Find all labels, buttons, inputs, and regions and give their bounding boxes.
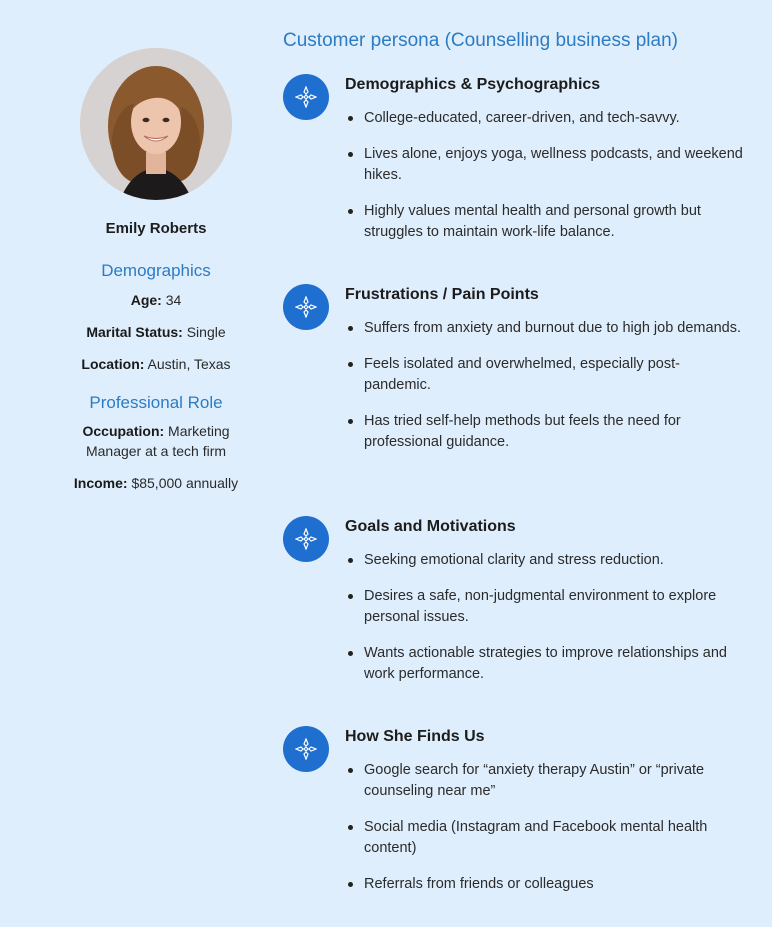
section-badge (283, 726, 329, 772)
section-heading: Frustrations / Pain Points (345, 286, 539, 303)
list-item: Wants actionable strategies to improve relationships and work performance. (345, 643, 745, 685)
income-label: Income: (73, 475, 128, 491)
occupation-line (40, 421, 272, 461)
list-item: Highly values mental health and personal growth but struggles to maintain work-life balance. (345, 201, 745, 243)
section-heading: Demographics & Psychographics (345, 76, 601, 93)
list-item: Lives alone, enjoys yoga, wellness podcasts, and weekend hikes. (345, 144, 745, 186)
marital-label: Marital Status: (86, 324, 183, 340)
list-item: Suffers from anxiety and burnout due to high job demands. (345, 318, 745, 339)
bullet-list (345, 108, 745, 258)
age-value: 34 (165, 292, 182, 308)
avatar-photo (80, 48, 232, 200)
age-line (40, 290, 272, 310)
location-value: Austin, Texas (147, 356, 231, 372)
location-label: Location: (81, 356, 145, 372)
occupation-label: Occupation: (82, 423, 165, 439)
bullet-list (345, 318, 745, 468)
avatar (80, 48, 232, 200)
section-how-she-finds-us (283, 726, 753, 926)
demographics-title: Demographics (101, 261, 211, 280)
marital-line (40, 322, 272, 342)
section-badge (283, 284, 329, 330)
bullet-list (345, 550, 745, 700)
diamond-star-icon (295, 738, 317, 760)
list-item: Seeking emotional clarity and stress reduction. (345, 550, 745, 571)
section-heading: How She Finds Us (345, 728, 485, 745)
list-item: Feels isolated and overwhelmed, especially post-pandemic. (345, 354, 745, 396)
bullet-list (345, 760, 745, 910)
marital-value: Single (186, 324, 226, 340)
list-item: College-educated, career-driven, and tech-savvy. (345, 108, 745, 129)
location-line (40, 354, 272, 374)
list-item: Social media (Instagram and Facebook mental health content) (345, 817, 745, 859)
list-item: Referrals from friends or colleagues (345, 874, 745, 895)
list-item: Desires a safe, non-judgmental environment to explore personal issues. (345, 586, 745, 628)
diamond-star-icon (295, 528, 317, 550)
section-demographics-psychographics (283, 74, 753, 274)
income-line (40, 473, 272, 493)
income-value: $85,000 annually (131, 475, 239, 491)
professional-title: Professional Role (89, 393, 223, 412)
section-badge (283, 516, 329, 562)
profile-card (40, 48, 272, 505)
section-frustrations (283, 284, 753, 494)
section-badge (283, 74, 329, 120)
list-item: Google search for “anxiety therapy Austin” or “private counseling near me” (345, 760, 745, 802)
diamond-star-icon (295, 86, 317, 108)
page-title: Customer persona (Counselling business plan) (283, 30, 678, 51)
diamond-star-icon (295, 296, 317, 318)
list-item: Has tried self-help methods but feels the need for professional guidance. (345, 411, 745, 453)
persona-name: Emily Roberts (105, 220, 207, 237)
section-heading: Goals and Motivations (345, 518, 516, 535)
section-goals (283, 516, 753, 716)
occupation-value: Marketing Manager at a tech firm (85, 423, 230, 459)
age-label: Age: (130, 292, 162, 308)
